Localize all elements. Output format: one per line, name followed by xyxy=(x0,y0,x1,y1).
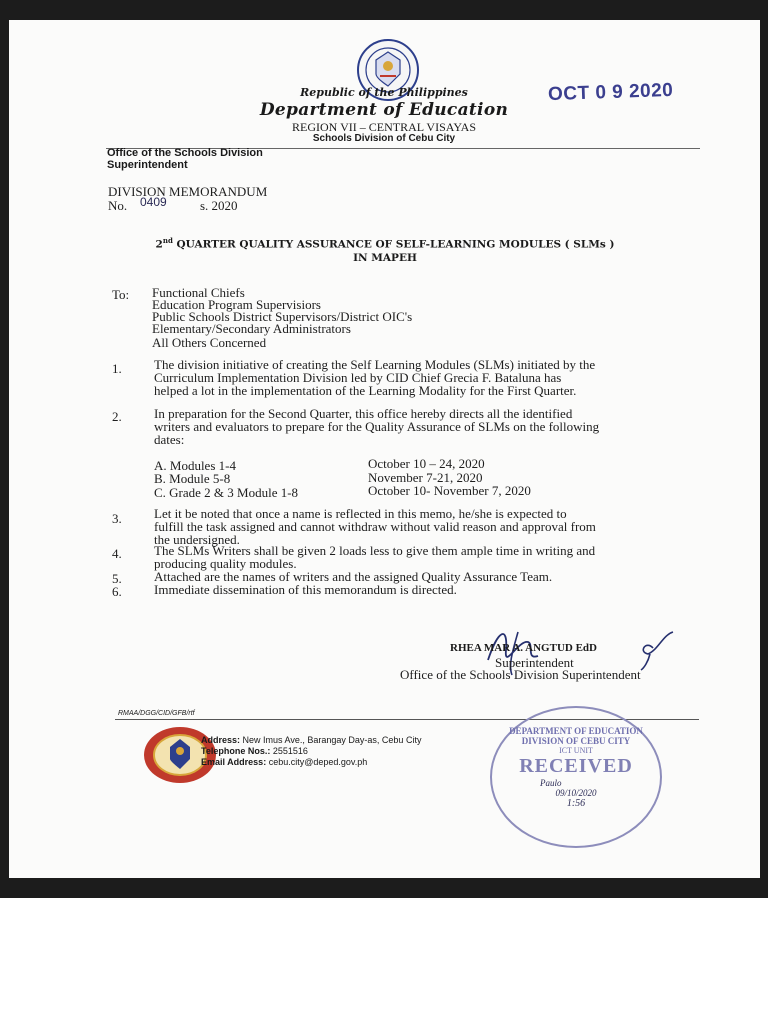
memo-title-line-1 xyxy=(130,234,640,252)
address-value: New Imus Ave., Barangay Day-as, Cebu City xyxy=(242,735,422,745)
received-stamp xyxy=(490,706,662,848)
address-line xyxy=(201,735,421,746)
item-paragraph xyxy=(154,583,699,596)
stamp-time: 1:56 xyxy=(566,798,586,809)
item-number: 1. xyxy=(112,361,122,376)
division-line: Schools Division of Cebu City xyxy=(312,133,456,144)
footer-contact xyxy=(201,735,421,768)
office-line-2: Superintendent xyxy=(107,159,188,171)
memo-no-label: No. xyxy=(108,198,128,213)
memo-title xyxy=(130,234,640,265)
stamp-received: RECEIVED xyxy=(519,755,633,777)
item-number: 2. xyxy=(112,409,122,424)
schedule-label: A. Modules 1-4 xyxy=(154,458,236,473)
office-label xyxy=(107,147,263,171)
department-name: Department of Education xyxy=(259,100,509,120)
stamp-line-1: DEPARTMENT OF EDUCATION xyxy=(509,726,643,736)
recipient-item: Public Schools District Supervisors/District OIC's xyxy=(152,309,413,324)
memo-no-value: 0409 xyxy=(140,195,167,209)
item-paragraph xyxy=(154,358,699,397)
phone-label: Telephone Nos.: xyxy=(201,746,271,756)
recipient-item: Functional Chiefs xyxy=(152,285,245,300)
item-line: In preparation for the Second Quarter, this office hereby directs all the identified xyxy=(154,406,573,421)
item-paragraph xyxy=(154,507,699,546)
item-number: 4. xyxy=(112,546,122,561)
memo-type: DIVISION MEMORANDUM xyxy=(108,184,268,199)
item-line: helped a lot in the implementation of the Learning Modality for the First Quarter. xyxy=(154,383,577,398)
schedule-label: B. Module 5-8 xyxy=(154,471,231,486)
schedule-date: November 7-21, 2020 xyxy=(368,470,483,485)
schedule-label: C. Grade 2 & 3 Module 1-8 xyxy=(154,485,299,500)
title-ordinal-suffix: nd xyxy=(162,236,173,245)
item-number: 6. xyxy=(112,584,122,599)
item-paragraph xyxy=(154,407,699,446)
item-line: The SLMs Writers shall be given 2 loads less to give them ample time in writing and xyxy=(154,543,596,558)
title-text: QUARTER QUALITY ASSURANCE OF SELF-LEARNING MODULES ( SLMs ) xyxy=(176,238,615,251)
memo-series: s. 2020 xyxy=(200,198,238,213)
item-line: writers and evaluators to prepare for the Quality Assurance of SLMs on the following xyxy=(154,419,600,434)
item-line: Attached are the names of writers and the assigned Quality Assurance Team. xyxy=(154,569,553,584)
signatory-name: RHEA MAR A. ANGTUD EdD xyxy=(450,642,597,654)
stamp-line-2: DIVISION OF CEBU CITY xyxy=(521,736,631,746)
item-line: the undersigned. xyxy=(154,532,240,547)
title-ordinal: 2 xyxy=(155,238,163,251)
item-line: fulfill the task assigned and cannot withdraw without valid reason and approval from xyxy=(154,519,596,534)
email-label: Email Address: xyxy=(201,757,267,767)
address-label: Address: xyxy=(201,735,241,745)
item-line: dates: xyxy=(154,432,185,447)
schedule-date: October 10 – 24, 2020 xyxy=(368,456,485,471)
email-value: cebu.city@deped.gov.ph xyxy=(268,757,368,767)
footer-initials: RMAA/DGG/CID/GFB/rtf xyxy=(118,710,195,717)
item-line: producing quality modules. xyxy=(154,556,297,571)
item-line: Curriculum Implementation Division led by CID Chief Grecia F. Bataluna has xyxy=(154,370,562,385)
email-line xyxy=(201,757,421,768)
office-line-1: Office of the Schools Division xyxy=(107,147,263,159)
republic-line: Republic of the Philippines xyxy=(300,86,468,99)
region-line: REGION VII – CENTRAL VISAYAS xyxy=(291,120,476,134)
stamp-date: 09/10/2020 xyxy=(555,788,597,798)
schedule-date: October 10- November 7, 2020 xyxy=(368,483,531,498)
phone-line xyxy=(201,746,421,757)
item-line: Immediate dissemination of this memorandum is directed. xyxy=(154,582,457,597)
item-number: 3. xyxy=(112,511,122,526)
item-paragraph xyxy=(154,544,699,570)
recipient-item: Elementary/Secondary Administrators xyxy=(152,321,351,336)
phone-value: 2551516 xyxy=(272,746,308,756)
item-line: Let it be noted that once a name is reflected in this memo, he/she is expected to xyxy=(154,506,567,521)
signatory-office: Office of the Schools Division Superintendent xyxy=(400,667,641,682)
recipient-item: Education Program Supervisiors xyxy=(152,297,321,312)
to-label: To: xyxy=(112,287,130,302)
stamp-received-by: Paulo xyxy=(540,778,562,788)
stamp-line-3: ICT UNIT xyxy=(559,746,593,755)
date-received-stamp: OCT 0 9 2020 xyxy=(547,79,674,106)
item-number: 5. xyxy=(112,571,122,586)
memo-title-line-2: IN MAPEH xyxy=(353,251,417,264)
item-line: The division initiative of creating the Self Learning Modules (SLMs) initiated by the xyxy=(154,357,596,372)
signatory-title: Superintendent xyxy=(495,655,574,670)
recipient-item: All Others Concerned xyxy=(152,335,267,350)
